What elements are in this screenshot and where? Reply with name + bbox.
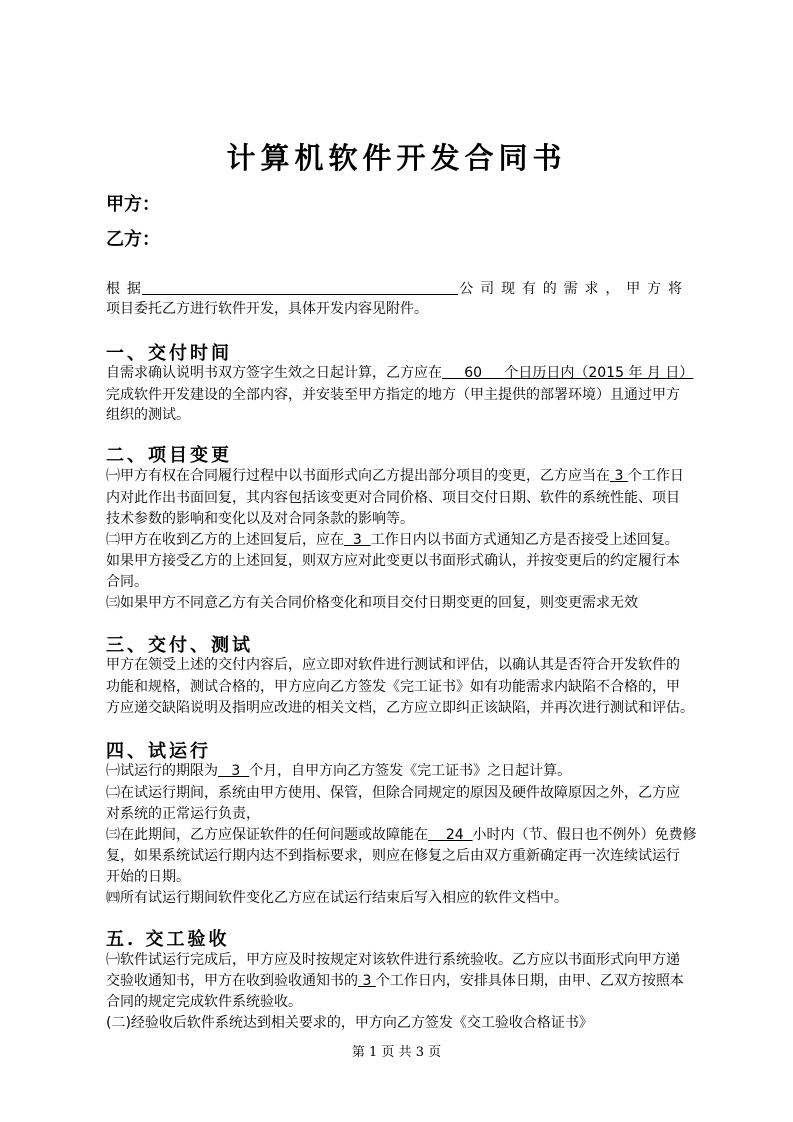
intro-text: 根 据: [106, 281, 143, 297]
s4-text: ㈢在此期间，乙方应保证软件的任何问题或故障能在: [106, 827, 428, 843]
s2-text: ㈠甲方有权在合同履行过程中以书面形式向乙方提出部分项目的变更，乙方应当在: [106, 468, 610, 484]
s2-text: 个工作日: [627, 468, 684, 484]
section-2-heading: 二、项目变更: [106, 445, 232, 466]
s2-p2-line-2: 如果甲方接受乙方的上述回复，则双方应对此变更以书面形式确认，并按变更后的约定履行本: [106, 553, 680, 569]
s2-text: ㈡甲方在收到乙方的上述回复后，应在: [106, 532, 344, 548]
intro-line-2: 项目委托乙方进行软件开发，具体开发内容见附件。: [106, 301, 428, 317]
s5-p2-line-1: (二)经验收后软件系统达到相关要求的，甲方向乙方签发《交工验收合格证书》: [106, 1015, 593, 1031]
s2-p2-line-3: 合同。: [106, 574, 148, 590]
trial-months: 3: [231, 763, 241, 779]
s4-p2-line-2: 对系统的正常运行负责，: [106, 806, 260, 822]
s4-p3-line-3: 开始的日期。: [106, 869, 190, 885]
s3-line-3: 方应递交缺陷说明及指明应改进的相关文档，乙方应立即纠正该缺陷，并再次进行测试和评估。: [106, 700, 694, 716]
s2-text: 工作日内以书面方式通知乙方是否接受上述回复。: [370, 532, 679, 548]
company-name-blank[interactable]: [142, 280, 458, 295]
s1-text: 自需求确认说明书双方签字生效之日起计算，乙方应在: [106, 365, 442, 381]
s1-text: 个日历日内（2015 年 月 日）: [504, 365, 694, 381]
intro-text: 公 司 现 有 的 需 求 ， 甲 方 将: [458, 281, 682, 297]
section-3-heading: 三、交付、测试: [106, 635, 253, 656]
page-footer: 第 1 页 共 3 页: [351, 1045, 442, 1060]
s5-p1-line-1: ㈠软件试运行完成后，甲方应及时按规定对该软件进行系统验收。乙方应以书面形式向甲方递: [106, 952, 680, 968]
delivery-days: 60: [464, 365, 483, 381]
notify-days: 3: [352, 532, 362, 548]
s4-p4-line-1: ㈣所有试运行期间软件变化乙方应在试运行结束后写入相应的软件文档中。: [106, 890, 568, 906]
reply-days: 3: [614, 468, 624, 484]
s1-line-2: 完成软件开发建设的全部内容，并安装至甲方指定的地方（甲主提供的部署环境）且通过甲方: [106, 387, 680, 403]
s5-p1-line-2: [106, 971, 684, 991]
intro-line-1: [106, 279, 682, 299]
acceptance-days: 3: [362, 973, 372, 989]
section-5-heading: 五. 交工验收: [106, 929, 230, 950]
s5-text: 个工作日内，安排具体日期，由甲、乙双方按照本: [375, 973, 684, 989]
s2-p1-line-3: 技术参数的影响和变化以及对合同条款的影响等。: [106, 511, 414, 527]
repair-hours: 24: [445, 827, 464, 843]
s4-text: 小时内（节、假日也不例外）免费修: [472, 827, 697, 843]
s4-text: 个月，自甲方向乙方签发《完工证书》之日起计算。: [249, 763, 572, 779]
document-title: 计算机软件开发合同书: [226, 141, 567, 175]
s2-p1-line-2: 内对此作出书面回复，其内容包括该变更对合同价格、项目交付日期、软件的系统性能、项目: [106, 490, 680, 506]
s4-p3-line-1: [106, 825, 697, 845]
s4-p3-line-2: 复，如果系统试运行期内达不到指标要求，则应在修复之后由双方重新确定再一次连续试运行: [106, 848, 680, 864]
s1-line-1: [106, 363, 693, 383]
s2-p1-line-1: [106, 466, 684, 486]
party-b-label: 乙方：: [106, 229, 160, 250]
section-4-heading: 四、试运行: [106, 741, 211, 762]
s4-text: ㈠试运行的期限为: [106, 763, 218, 779]
party-a-label: 甲方：: [106, 194, 160, 215]
s3-line-1: 甲方在领受上述的交付内容后，应立即对软件进行测试和评估，以确认其是否符合开发软件的: [106, 657, 680, 673]
s4-p1-line-1: [106, 761, 571, 781]
s5-p1-line-3: 合同的规定完成软件系统验收。: [106, 994, 302, 1010]
s4-p2-line-1: ㈡在试运行期间，系统由甲方使用、保管，但除合同规定的原因及硬件故障原因之外，乙方应: [106, 785, 680, 801]
s5-text: 交验收通知书，甲方在收到验收通知书的: [106, 973, 358, 989]
s1-line-3: 组织的测试。: [106, 407, 190, 423]
s2-p2-line-1: [106, 530, 679, 550]
s3-line-2: 功能和规格，测试合格的，甲方应向乙方签发《完工证书》如有功能需求内缺陷不合格的，甲: [106, 679, 680, 695]
section-1-heading: 一、交付时间: [106, 343, 232, 364]
s2-p3-line-1: ㈢如果甲方不同意乙方有关合同价格变化和项目交付日期变更的回复，则变更需求无效: [106, 595, 638, 611]
